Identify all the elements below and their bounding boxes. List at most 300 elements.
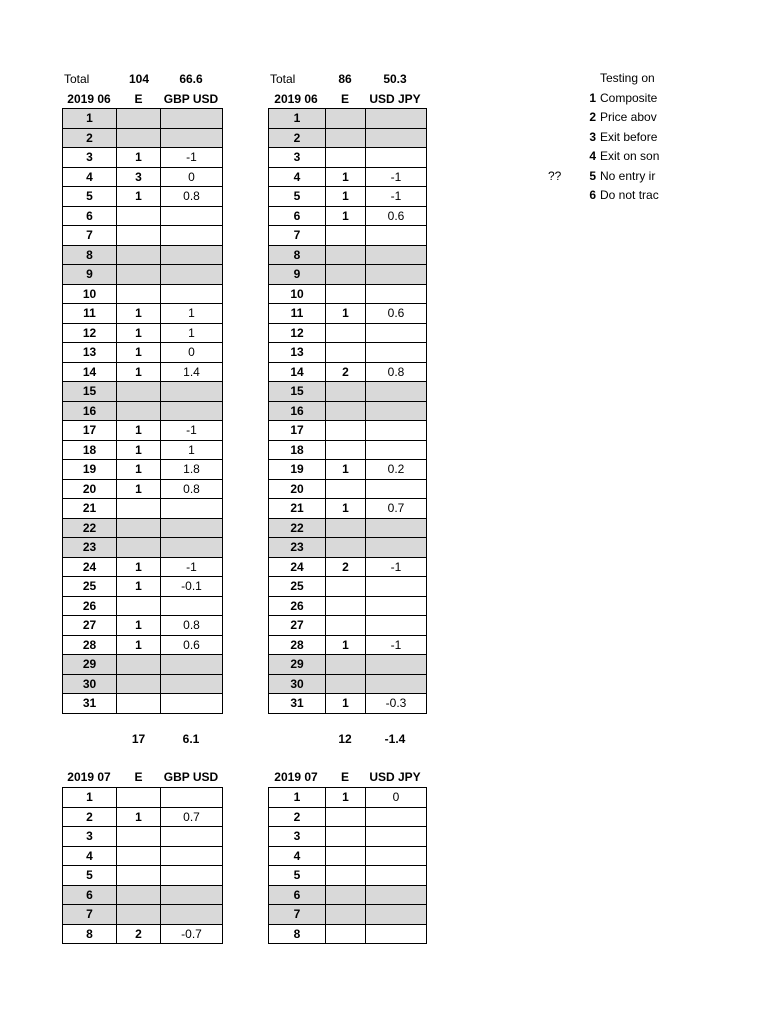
value-cell[interactable] [366,343,427,363]
month-header: 2019 06 [67,92,111,106]
value-cell[interactable] [366,577,427,597]
table-row [63,846,223,866]
value-cell[interactable] [366,226,427,246]
entries-cell[interactable]: 1 [117,479,161,499]
entries-cell[interactable] [326,284,366,304]
summary-value: -1.4 [384,732,406,746]
entries-cell[interactable]: 1 [117,323,161,343]
day-cell[interactable]: 11 [63,304,117,324]
day-cell[interactable]: 5 [63,187,117,207]
value-cell[interactable] [366,538,427,558]
day-cell[interactable]: 1 [63,109,117,129]
day-cell[interactable]: 21 [63,499,117,519]
day-cell[interactable]: 2 [269,807,326,827]
entries-cell[interactable] [326,924,366,944]
entries-cell[interactable] [326,905,366,925]
summary-value: 6.1 [182,732,200,746]
value-cell[interactable] [161,694,223,714]
value-cell[interactable] [161,226,223,246]
day-cell[interactable]: 2 [269,128,326,148]
note-text: Exit on son [600,149,660,163]
value-cell[interactable] [161,128,223,148]
entries-cell[interactable] [117,284,161,304]
entries-cell[interactable] [326,109,366,129]
value-cell[interactable] [366,616,427,636]
value-cell[interactable] [161,655,223,675]
day-cell[interactable]: 28 [63,635,117,655]
note-number: 5 [589,168,596,183]
entries-cell[interactable] [117,128,161,148]
entries-cell[interactable]: 1 [326,460,366,480]
value-cell[interactable]: -0.7 [161,924,223,944]
table-row [269,460,427,480]
day-cell[interactable]: 27 [269,616,326,636]
day-cell[interactable]: 18 [63,440,117,460]
entries-cell[interactable] [117,866,161,886]
day-cell[interactable]: 9 [63,265,117,285]
day-cell[interactable]: 16 [63,401,117,421]
entries-cell[interactable] [117,538,161,558]
day-cell[interactable]: 15 [269,382,326,402]
value-cell[interactable]: -1 [366,187,427,207]
value-cell[interactable]: 0.7 [366,499,427,519]
value-cell[interactable]: -1 [366,557,427,577]
table-row [269,440,427,460]
day-cell[interactable]: 31 [269,694,326,714]
value-cell[interactable] [366,401,427,421]
day-cell[interactable]: 3 [269,827,326,847]
table-row [63,265,223,285]
entries-cell[interactable] [117,846,161,866]
entries-cell[interactable] [326,421,366,441]
entries-cell[interactable]: 1 [326,206,366,226]
note-number: 6 [589,188,596,202]
entries-cell[interactable] [326,323,366,343]
entries-cell[interactable] [326,401,366,421]
day-cell[interactable]: 1 [269,788,326,808]
entries-cell[interactable]: 2 [117,924,161,944]
value-cell[interactable] [366,421,427,441]
value-cell[interactable]: -0.3 [366,694,427,714]
note-number: 2 [589,110,596,124]
value-cell[interactable] [161,518,223,538]
note-text: Composite [600,90,658,105]
entries-cell[interactable] [117,206,161,226]
table-row [63,440,223,460]
entries-cell[interactable] [117,518,161,538]
entries-cell[interactable] [117,674,161,694]
value-cell[interactable]: 0.7 [161,807,223,827]
table-row [63,885,223,905]
entries-cell[interactable] [326,807,366,827]
value-cell[interactable] [161,206,223,226]
table-row [63,323,223,343]
value-cell[interactable] [366,440,427,460]
entries-cell[interactable] [117,499,161,519]
value-cell[interactable]: 1.4 [161,362,223,382]
entries-cell[interactable] [326,577,366,597]
day-cell[interactable]: 29 [269,655,326,675]
value-cell[interactable]: 1.8 [161,460,223,480]
day-cell[interactable]: 7 [63,226,117,246]
day-cell[interactable]: 20 [269,479,326,499]
value-cell[interactable] [161,499,223,519]
day-cell[interactable]: 15 [63,382,117,402]
table-row [63,577,223,597]
table-row [63,226,223,246]
entries-header: E [340,92,349,106]
day-cell[interactable]: 19 [63,460,117,480]
entries-cell[interactable]: 1 [326,187,366,207]
value-cell[interactable] [366,846,427,866]
gbpusd-july-table [62,787,223,944]
value-cell[interactable]: 0.6 [366,304,427,324]
value-cell[interactable]: 0 [161,343,223,363]
usdjpy-july-header-row [0,767,440,787]
day-cell[interactable]: 26 [269,596,326,616]
value-cell[interactable] [366,128,427,148]
note-text: No entry ir [600,168,656,183]
table-row [63,362,223,382]
value-cell[interactable] [366,924,427,944]
value-cell[interactable] [366,655,427,675]
day-cell[interactable]: 5 [269,866,326,886]
table-row [269,674,427,694]
value-cell[interactable] [366,245,427,265]
value-cell[interactable] [366,382,427,402]
entries-cell[interactable] [117,226,161,246]
day-cell[interactable]: 6 [63,885,117,905]
entries-cell[interactable]: 1 [326,304,366,324]
entries-cell[interactable] [117,382,161,402]
entries-cell[interactable] [117,827,161,847]
table-row [63,866,223,886]
value-cell[interactable] [161,827,223,847]
table-row [63,518,223,538]
entries-cell[interactable] [326,440,366,460]
value-cell[interactable]: 0 [366,788,427,808]
value-cell[interactable] [161,245,223,265]
day-cell[interactable]: 19 [269,460,326,480]
entries-cell[interactable] [117,109,161,129]
usdjpy-june-total-row [0,69,440,89]
table-row [269,479,427,499]
entries-cell[interactable]: 1 [117,807,161,827]
value-cell[interactable]: -1 [366,635,427,655]
entries-cell[interactable] [326,226,366,246]
entries-cell[interactable]: 1 [117,304,161,324]
value-cell[interactable] [366,479,427,499]
total-value: 66.6 [179,72,203,86]
table-row [269,885,427,905]
value-cell[interactable]: 0.8 [161,479,223,499]
day-cell[interactable]: 12 [269,323,326,343]
table-row [269,245,427,265]
value-cell[interactable]: 1 [161,323,223,343]
day-cell[interactable]: 16 [269,401,326,421]
entries-cell[interactable] [326,616,366,636]
day-cell[interactable]: 20 [63,479,117,499]
total-count: 104 [128,72,150,86]
value-cell[interactable] [366,807,427,827]
value-cell[interactable]: 1 [161,304,223,324]
entries-cell[interactable]: 1 [117,557,161,577]
day-cell[interactable]: 25 [269,577,326,597]
day-cell[interactable]: 4 [269,846,326,866]
value-cell[interactable] [366,866,427,886]
entries-cell[interactable]: 1 [117,440,161,460]
value-cell[interactable]: 0.2 [366,460,427,480]
day-cell[interactable]: 23 [269,538,326,558]
entries-cell[interactable] [326,885,366,905]
value-cell[interactable] [161,401,223,421]
table-row [269,226,427,246]
day-cell[interactable]: 23 [63,538,117,558]
day-cell[interactable]: 10 [269,284,326,304]
entries-cell[interactable] [326,128,366,148]
day-cell[interactable]: 24 [63,557,117,577]
value-cell[interactable] [366,885,427,905]
entries-cell[interactable] [117,401,161,421]
value-cell[interactable] [161,284,223,304]
entries-cell[interactable]: 2 [326,362,366,382]
note-item [530,108,768,128]
value-cell[interactable]: -1 [161,421,223,441]
table-row [63,284,223,304]
entries-cell[interactable]: 1 [326,635,366,655]
day-cell[interactable]: 3 [269,148,326,168]
value-cell[interactable] [366,284,427,304]
entries-cell[interactable] [326,674,366,694]
table-row [63,694,223,714]
entries-cell[interactable] [326,265,366,285]
day-cell[interactable]: 1 [63,788,117,808]
month-header: 2019 07 [67,770,111,784]
day-cell[interactable]: 3 [63,148,117,168]
entries-cell[interactable] [117,885,161,905]
value-cell[interactable]: 0.8 [161,616,223,636]
day-cell[interactable]: 9 [269,265,326,285]
table-row [63,128,223,148]
entries-cell[interactable]: 1 [326,694,366,714]
day-cell[interactable]: 31 [63,694,117,714]
note-number: 3 [589,129,596,144]
day-cell[interactable]: 8 [269,924,326,944]
day-cell[interactable]: 7 [269,905,326,925]
table-row [63,206,223,226]
day-cell[interactable]: 6 [269,206,326,226]
table-row [269,694,427,714]
value-cell[interactable] [161,596,223,616]
entries-cell[interactable] [326,596,366,616]
table-row [269,265,427,285]
table-row [63,167,223,187]
day-cell[interactable]: 13 [269,343,326,363]
table-row [269,905,427,925]
entries-cell[interactable]: 1 [117,421,161,441]
value-cell[interactable] [366,148,427,168]
day-cell[interactable]: 29 [63,655,117,675]
day-cell[interactable]: 8 [63,245,117,265]
value-cell[interactable] [161,109,223,129]
table-row [63,479,223,499]
day-cell[interactable]: 4 [269,167,326,187]
entries-cell[interactable] [326,846,366,866]
day-cell[interactable]: 12 [63,323,117,343]
day-cell[interactable]: 26 [63,596,117,616]
entries-cell[interactable] [117,265,161,285]
entries-cell[interactable]: 1 [117,577,161,597]
gbpusd-june-table [62,108,223,714]
table-row [63,304,223,324]
day-cell[interactable]: 7 [269,226,326,246]
value-cell[interactable] [366,518,427,538]
day-cell[interactable]: 8 [269,245,326,265]
notes-title: Testing on [600,71,655,85]
day-cell[interactable]: 6 [269,885,326,905]
pair-header: GBP USD [163,92,219,106]
value-cell[interactable] [161,846,223,866]
value-cell[interactable] [366,674,427,694]
day-cell[interactable]: 4 [63,167,117,187]
entries-cell[interactable] [117,905,161,925]
entries-cell[interactable] [117,694,161,714]
entries-cell[interactable] [326,382,366,402]
entries-cell[interactable]: 1 [117,616,161,636]
entries-cell[interactable] [326,827,366,847]
value-cell[interactable] [366,596,427,616]
value-cell[interactable] [366,109,427,129]
day-cell[interactable]: 7 [63,905,117,925]
value-cell[interactable] [161,265,223,285]
entries-cell[interactable]: 1 [117,148,161,168]
value-cell[interactable] [366,323,427,343]
entries-cell[interactable]: 1 [326,499,366,519]
day-cell[interactable]: 22 [269,518,326,538]
table-row [269,655,427,675]
day-cell[interactable]: 13 [63,343,117,363]
value-cell[interactable] [161,905,223,925]
entries-cell[interactable] [326,866,366,886]
entries-cell[interactable] [326,538,366,558]
value-cell[interactable]: -1 [161,557,223,577]
day-cell[interactable]: 4 [63,846,117,866]
value-cell[interactable] [366,265,427,285]
table-row [269,538,427,558]
value-cell[interactable]: 1 [161,440,223,460]
entries-cell[interactable] [326,245,366,265]
entries-cell[interactable]: 1 [117,635,161,655]
entries-cell[interactable]: 1 [117,343,161,363]
entries-cell[interactable]: 1 [117,460,161,480]
day-cell[interactable]: 5 [269,187,326,207]
entries-cell[interactable]: 1 [117,362,161,382]
value-cell[interactable]: -1 [366,167,427,187]
value-cell[interactable]: 0 [161,167,223,187]
value-cell[interactable] [366,905,427,925]
day-cell[interactable]: 11 [269,304,326,324]
total-label: Total [64,72,90,86]
entries-cell[interactable] [326,148,366,168]
value-cell[interactable] [161,866,223,886]
table-row [63,807,223,827]
entries-cell[interactable] [117,788,161,808]
entries-cell[interactable]: 1 [326,788,366,808]
day-cell[interactable]: 2 [63,807,117,827]
day-cell[interactable]: 6 [63,206,117,226]
note-text: Price abov [600,110,657,124]
day-cell[interactable]: 22 [63,518,117,538]
entries-cell[interactable]: 1 [117,187,161,207]
table-row [269,109,427,129]
table-row [269,924,427,944]
day-cell[interactable]: 14 [269,362,326,382]
note-marker: ?? [548,168,562,183]
notes-title-row [530,69,768,89]
day-cell[interactable]: 30 [269,674,326,694]
day-cell[interactable]: 24 [269,557,326,577]
entries-cell[interactable] [326,518,366,538]
entries-cell[interactable]: 2 [326,557,366,577]
table-row [63,460,223,480]
value-cell[interactable]: 0.6 [366,206,427,226]
value-cell[interactable] [161,788,223,808]
value-cell[interactable]: 0.8 [161,187,223,207]
day-cell[interactable]: 8 [63,924,117,944]
day-cell[interactable]: 25 [63,577,117,597]
day-cell[interactable]: 3 [63,827,117,847]
value-cell[interactable]: -0.1 [161,577,223,597]
entries-cell[interactable] [326,343,366,363]
day-cell[interactable]: 10 [63,284,117,304]
day-cell[interactable]: 21 [269,499,326,519]
table-row [63,905,223,925]
table-row [63,827,223,847]
entries-cell[interactable] [117,245,161,265]
day-cell[interactable]: 18 [269,440,326,460]
day-cell[interactable]: 5 [63,866,117,886]
entries-cell[interactable] [326,655,366,675]
table-row [63,674,223,694]
value-cell[interactable]: 0.8 [366,362,427,382]
entries-cell[interactable] [117,655,161,675]
table-row [63,343,223,363]
entries-cell[interactable]: 3 [117,167,161,187]
value-cell[interactable] [161,885,223,905]
value-cell[interactable] [366,827,427,847]
value-cell[interactable] [161,538,223,558]
table-row [63,924,223,944]
day-cell[interactable]: 17 [63,421,117,441]
day-cell[interactable]: 1 [269,109,326,129]
value-cell[interactable] [161,382,223,402]
total-count: 86 [338,72,352,86]
table-row [269,635,427,655]
day-cell[interactable]: 30 [63,674,117,694]
day-cell[interactable]: 2 [63,128,117,148]
day-cell[interactable]: 14 [63,362,117,382]
day-cell[interactable]: 27 [63,616,117,636]
table-row [269,187,427,207]
value-cell[interactable] [161,674,223,694]
entries-cell[interactable]: 1 [326,167,366,187]
value-cell[interactable]: -1 [161,148,223,168]
entries-cell[interactable] [326,479,366,499]
entries-cell[interactable] [117,596,161,616]
day-cell[interactable]: 17 [269,421,326,441]
value-cell[interactable]: 0.6 [161,635,223,655]
day-cell[interactable]: 28 [269,635,326,655]
